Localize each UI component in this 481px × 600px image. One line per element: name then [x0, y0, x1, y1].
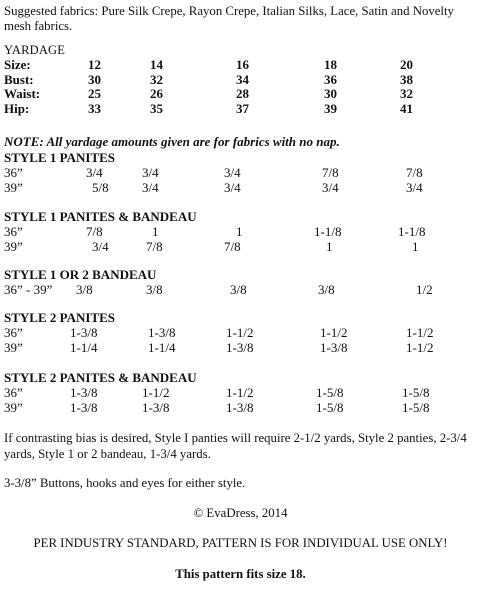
table-cell: 38 — [400, 71, 413, 87]
table-cell: 3/4 — [406, 180, 423, 195]
notions-text: 3-3/8” Buttons, hooks and eyes for either style. — [4, 476, 246, 490]
table-cell: 37 — [236, 100, 249, 116]
table-cell: 39 — [324, 100, 337, 116]
row-label: 39” — [4, 400, 23, 415]
table-cell: 3/4 — [224, 180, 241, 195]
table-cell: 7/8 — [224, 239, 241, 254]
table-cell: 3/4 — [142, 165, 159, 180]
table-cell: 3/4 — [92, 239, 109, 254]
copyright-text: © EvaDress, 2014 — [193, 506, 288, 520]
table-row — [4, 165, 446, 180]
section-title: STYLE 1 PANITES — [4, 150, 116, 165]
table-cell: 1-3/8 — [142, 400, 170, 415]
table-row — [4, 385, 446, 400]
table-cell: 25 — [88, 86, 101, 101]
table-cell: 1-1/2 — [226, 385, 254, 400]
table-cell: 1-3/8 — [226, 400, 254, 415]
table-cell: 1-5/8 — [316, 400, 344, 415]
row-label: 39” — [4, 239, 23, 254]
table-cell: 36 — [324, 71, 337, 87]
table-row — [4, 102, 440, 117]
table-cell: 30 — [88, 71, 101, 87]
bias-note: If contrasting bias is desired, Style I panties will require 2-1/2 yards, Style 2 panties, 2-3/4 yards, Style 1 or 2 bandeau, 1-3/4 yards. — [4, 431, 467, 461]
table-cell: 1 — [152, 224, 159, 239]
row-label: 39” — [4, 180, 23, 195]
table-cell: 41 — [400, 100, 413, 116]
table-cell: 14 — [150, 57, 163, 72]
table-cell: 32 — [150, 71, 163, 87]
table-cell: 1-1/2 — [226, 325, 254, 340]
section-title: STYLE 2 PANITES & BANDEAU — [4, 370, 197, 385]
yardage-table — [4, 224, 446, 254]
size-chart-table — [4, 58, 440, 116]
table-cell: 3/4 — [322, 180, 339, 195]
table-cell: 3/4 — [142, 180, 159, 195]
table-cell: 5/8 — [92, 180, 109, 195]
table-row — [4, 400, 446, 415]
table-cell: 1-1/2 — [142, 385, 170, 400]
row-label: 39” — [4, 340, 23, 355]
row-label: Size: — [4, 57, 31, 72]
table-cell: 1-3/8 — [70, 325, 98, 340]
table-cell: 1-1/8 — [314, 224, 342, 239]
row-label: 36” — [4, 325, 23, 340]
table-cell: 3/8 — [146, 282, 163, 297]
table-cell: 3/4 — [224, 165, 241, 180]
table-cell: 34 — [236, 71, 249, 87]
yardage-table — [4, 385, 446, 415]
row-label: Hip: — [4, 100, 30, 116]
table-row — [4, 340, 446, 355]
table-cell: 1/2 — [416, 282, 433, 297]
table-cell: 7/8 — [86, 224, 103, 239]
table-cell: 26 — [150, 86, 163, 101]
yardage-table — [4, 165, 446, 195]
table-cell: 33 — [88, 100, 101, 116]
table-cell: 1-1/2 — [320, 325, 348, 340]
table-row — [4, 180, 446, 195]
yardage-table — [4, 325, 446, 355]
table-cell: 7/8 — [406, 165, 423, 180]
row-label: Waist: — [4, 86, 41, 101]
table-cell: 3/8 — [230, 282, 247, 297]
yardage-table — [4, 282, 446, 297]
table-row — [4, 58, 440, 73]
table-row — [4, 282, 446, 297]
table-cell: 1-5/8 — [316, 385, 344, 400]
table-cell: 30 — [324, 86, 337, 101]
table-cell: 1 — [326, 239, 333, 254]
table-row — [4, 73, 440, 88]
section-title: STYLE 1 PANITES & BANDEAU — [4, 209, 197, 224]
table-row — [4, 239, 446, 254]
industry-standard-notice: PER INDUSTRY STANDARD, PATTERN IS FOR INDIVIDUAL USE ONLY! — [33, 536, 448, 550]
table-cell: 16 — [236, 57, 249, 72]
table-cell: 1-1/4 — [148, 340, 176, 355]
nap-note: NOTE: All yardage amounts given are for fabrics with no nap. — [4, 134, 340, 149]
row-label: 36” — [4, 224, 23, 239]
table-cell: 1-1/2 — [406, 325, 434, 340]
table-cell: 35 — [150, 100, 163, 116]
suggested-fabrics-text: Suggested fabrics: Pure Silk Crepe, Rayon Crepe, Italian Silks, Lace, Satin and Novelty mesh fabrics. — [4, 4, 454, 33]
table-cell: 1 — [412, 239, 419, 254]
table-cell: 32 — [400, 86, 413, 101]
row-label: Bust: — [4, 71, 34, 87]
table-cell: 1-1/2 — [406, 340, 434, 355]
size-fit-text: This pattern fits size 18. — [175, 567, 306, 581]
table-cell: 7/8 — [322, 165, 339, 180]
table-cell: 1-5/8 — [402, 400, 430, 415]
row-label: 36” — [4, 385, 23, 400]
row-label: 36” — [4, 165, 23, 180]
table-cell: 28 — [236, 86, 249, 101]
table-cell: 18 — [324, 57, 337, 72]
yardage-heading: YARDAGE — [4, 43, 66, 57]
table-cell: 1-1/4 — [70, 340, 98, 355]
table-cell: 1-3/8 — [226, 340, 254, 355]
row-label: 36” - 39” — [4, 282, 53, 297]
table-cell: 1-1/8 — [398, 224, 426, 239]
table-row — [4, 87, 440, 102]
table-cell: 1-3/8 — [70, 400, 98, 415]
section-title: STYLE 2 PANITES — [4, 310, 116, 325]
table-row — [4, 224, 446, 239]
table-cell: 3/4 — [86, 165, 103, 180]
table-cell: 3/8 — [318, 282, 335, 297]
table-cell: 1-3/8 — [70, 385, 98, 400]
table-cell: 1 — [236, 224, 243, 239]
table-cell: 1-5/8 — [402, 385, 430, 400]
table-cell: 12 — [88, 57, 101, 72]
table-cell: 3/8 — [76, 282, 93, 297]
table-cell: 20 — [400, 57, 413, 72]
table-cell: 7/8 — [146, 239, 163, 254]
table-row — [4, 325, 446, 340]
table-cell: 1-3/8 — [148, 325, 176, 340]
section-title: STYLE 1 OR 2 BANDEAU — [4, 267, 157, 282]
table-cell: 1-3/8 — [320, 340, 348, 355]
